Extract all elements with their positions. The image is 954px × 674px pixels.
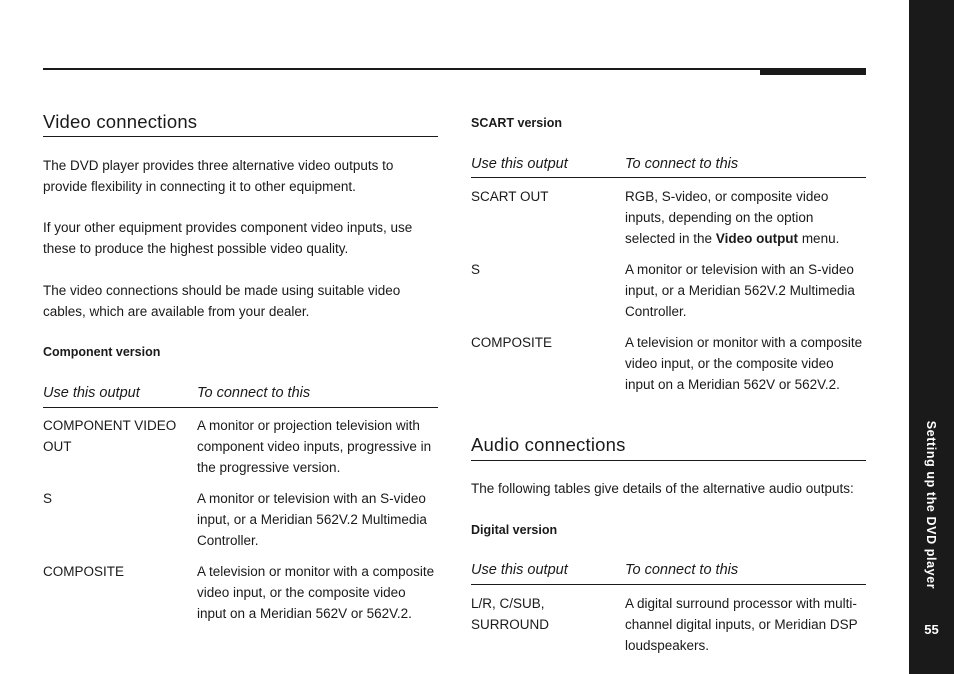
output-cell: COMPOSITE — [471, 335, 553, 350]
table-rule — [43, 407, 438, 408]
connect-text: RGB, S-video, or composite video inputs, depending on the option selected in the — [625, 189, 829, 246]
output-cell: COMPOSITE — [43, 564, 125, 579]
digital-version-title: Digital version — [471, 523, 558, 537]
audio-intro-paragraph: The following tables give details of the alternative audio outputs: — [471, 481, 854, 496]
column-header-output: Use this output — [43, 385, 140, 401]
connect-cell: A television or monitor with a composite video input, or the composite video input on a Meridian 562V or 562V.2. — [625, 335, 863, 392]
output-cell: L/R, C/SUB, SURROUND — [471, 596, 550, 632]
audio-connections-heading: Audio connections — [471, 434, 626, 455]
connect-text-end: menu. — [798, 231, 840, 246]
column-header-output: Use this output — [471, 562, 568, 578]
connect-cell: A monitor or television with an S-video input, or a Meridian 562V.2 Multimedia Controller. — [625, 262, 855, 319]
connect-cell: A digital surround processor with multi-channel digital inputs, or Meridian DSP loudspeakers. — [625, 596, 858, 653]
table-rule — [471, 584, 866, 585]
scart-version-title: SCART version — [471, 116, 562, 130]
scart-table — [471, 156, 866, 392]
connect-cell: A television or monitor with a composite video input, or the composite video input on a Meridian 562V or 562V.2. — [197, 564, 435, 621]
output-cell: S — [471, 262, 481, 277]
column-header-connect: To connect to this — [197, 385, 311, 401]
top-rule-tab — [760, 68, 866, 75]
table-header — [471, 156, 866, 178]
connect-cell — [625, 186, 866, 249]
output-cell: COMPONENT VIDEO OUT — [43, 418, 177, 454]
video-connections-heading: Video connections — [43, 111, 198, 132]
video-output-menu-name: Video output — [715, 231, 799, 246]
component-table — [43, 385, 438, 621]
connect-cell: A monitor or television with an S-video input, or a Meridian 562V.2 Multimedia Controller. — [197, 491, 427, 548]
component-advice-paragraph: If your other equipment provides component video inputs, use these to produce the highest possible video quality. — [43, 220, 413, 256]
column-header-output: Use this output — [471, 156, 568, 172]
component-version-title: Component version — [43, 345, 161, 359]
column-header-connect: To connect to this — [625, 562, 739, 578]
output-cell: S — [43, 491, 53, 506]
table-header — [471, 562, 866, 584]
top-rule — [43, 68, 866, 70]
page-number: 55 — [924, 622, 939, 637]
digital-table — [471, 562, 866, 653]
section-side-label: Setting up the DVD player — [924, 420, 938, 590]
heading-rule — [471, 460, 866, 461]
intro-paragraph: The DVD player provides three alternative video outputs to provide flexibility in connecting it to other equipment. — [43, 158, 394, 194]
output-cell: SCART OUT — [471, 189, 549, 204]
table-rule — [471, 177, 866, 178]
cables-paragraph: The video connections should be made using suitable video cables, which are available from your dealer. — [43, 283, 401, 319]
column-header-connect: To connect to this — [625, 156, 739, 172]
table-header — [43, 385, 438, 407]
heading-rule — [43, 136, 438, 137]
connect-cell: A monitor or projection television with component video inputs, progressive in the progressive version. — [197, 418, 432, 475]
